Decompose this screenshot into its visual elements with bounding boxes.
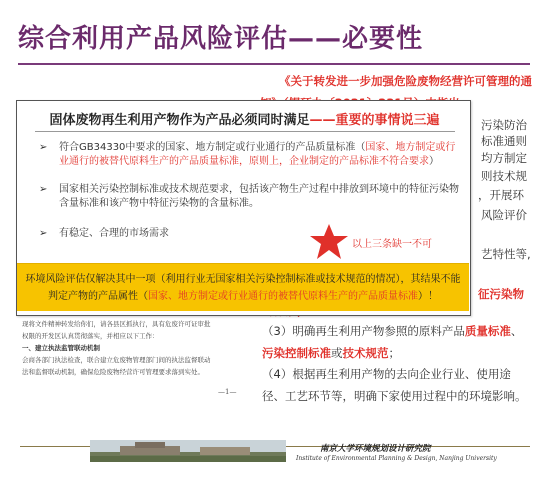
text-fragment: 风险评价 [481,208,527,222]
text-fragment: 污染防治 [481,118,527,132]
criterion-1-main: 符合GB34330中要求的国家、地方制定或行业通行的产品质量标准（ [59,142,366,153]
item3-sep: 、 [510,324,523,338]
institute-name-cn: 南京大学环境规划设计研究院 [320,444,431,454]
callout-heading-emphasis: ——重要的事情说三遍 [309,113,440,128]
policy-title-line-1: 《关于转发进一步加强危险废物经营许可管理的通 [279,74,532,88]
warning-banner [17,263,469,311]
document-scan [22,318,254,378]
criterion-1-end: ） [429,156,439,167]
item3-text: （3）明确再生利用产物参照的原料产品 [262,324,465,338]
all-three-required-label: 以上三条缺一不可 [352,239,432,250]
arrow-bullet-icon: ➢ [39,184,48,195]
title-divider [18,63,530,65]
requirements-callout [16,100,471,316]
text-fragment: 标准通则 [481,134,527,148]
text-fragment: 艺特性等, [481,247,531,261]
callout-heading-text: 固体废物再生利用产物作为产品必须同时满足 [49,113,310,128]
text-fragment: 均方制定 [481,151,527,165]
doc-line: 法和监督联动机制，确保危险废物经营许可管理要求落到实处。 [22,368,204,376]
warning-banner-text [25,271,461,305]
doc-line: 权限的开发区认真贯彻落实，并相应以下工作： [22,332,159,340]
callout-divider [35,131,455,132]
criterion-2-text: 国家相关污染控制标准或技术规范要求，包括该产物生产过程中排放到环境中的特征污染物含量标准和该产物中特征污染物的含量标准。 [59,184,459,209]
doc-heading: 一、建立执法监管联动机制 [22,344,100,352]
criterion-3-text: 有稳定、合理的市场需求 [59,228,169,239]
doc-line: 现将文件精神转发给你们，请各县区抓执行，具有危废许可证审批 [22,320,211,328]
text-fragment: ，开展环 [478,188,524,202]
doc-page-number: —1— [218,388,237,396]
item3-pollution-standard: 污染控制标准 [262,346,331,360]
institute-name-en: Institute of Environmental Planning & Design, Nanjing University [296,455,497,462]
item3-or: 或 [331,346,343,360]
arrow-bullet-icon: ➢ [39,228,48,239]
criterion-2 [39,183,459,211]
slide-title: 综合利用产品风险评估——必要性 [18,24,424,54]
callout-heading [17,109,472,128]
requirement-item-4: （4）根据再生利用产物的去向企业行业、使用途径、工艺环节等，明确下家使用过程中的环境影响。 [262,367,527,403]
item3-technical-spec: 技术规范 [342,346,389,360]
criterion-1-emphasis: 国家、地方制定或行业通行的被替代原料生产的产品质量标准，原则上，企业制定的产品标准不符合要求 [59,142,456,167]
banner-main: 环境风险评估仅解决其中一项（利用行业无国家相关污染控制标准或技术规范的情况），其结果不能判定产物的产品属性（ [25,274,461,302]
item3-end: ； [388,346,400,360]
campus-panorama-image [90,440,286,462]
arrow-bullet-icon: ➢ [39,142,48,153]
text-fragment: 则技术规 [481,169,527,183]
red-star-icon [309,223,349,261]
doc-line: 会商各部门执法检查，联合建立危废物管理部门间的执法监督联动 [22,356,211,364]
item3-quality-standard: 质量标准 [464,324,511,338]
text-fragment-red: 征污染物 [478,287,524,301]
criterion-1-text [39,141,459,169]
banner-emphasis: 国家、地方制定或行业通行的被替代原料生产的产品质量标准 [148,291,418,302]
banner-end: ）！ [418,291,438,302]
criterion-1 [39,141,459,169]
criterion-3 [39,227,299,241]
requirement-item-3 [262,320,532,364]
